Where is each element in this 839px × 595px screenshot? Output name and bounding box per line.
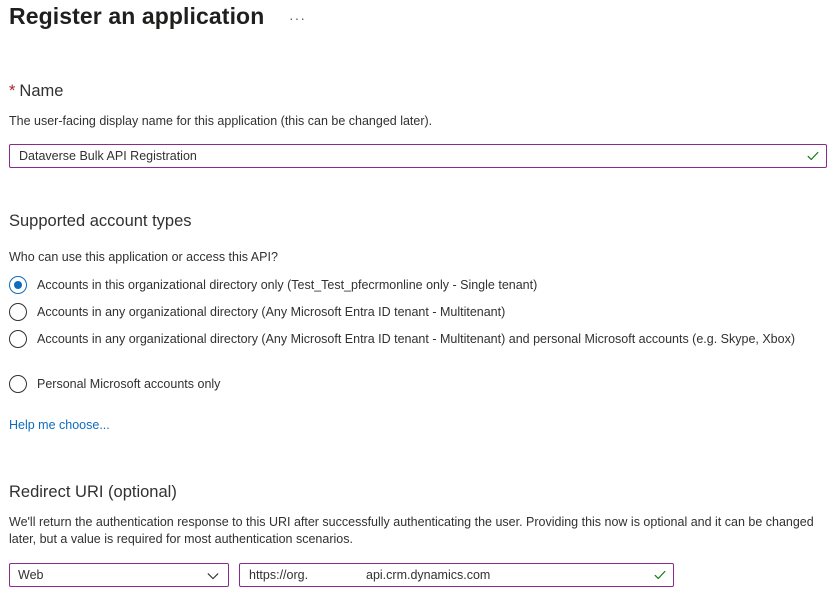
name-description: The user-facing display name for this application (this can be changed later). [9, 114, 433, 128]
account-type-option-multitenant[interactable] [9, 303, 829, 323]
redirect-uri-prefix[interactable]: https://org. [249, 568, 309, 582]
radio-label: Accounts in any organizational directory (Any Microsoft Entra ID tenant - Multitenant) [37, 305, 506, 319]
redirect-uri-input[interactable] [239, 563, 674, 587]
radio-label: Accounts in any organizational directory (Any Microsoft Entra ID tenant - Multitenant) and personal Microsoft accounts (e.g. Skype, Xbox) [37, 332, 795, 346]
chevron-down-icon [206, 569, 220, 583]
checkmark-icon [806, 149, 820, 163]
checkmark-icon [653, 568, 667, 582]
help-me-choose-link[interactable]: Help me choose... [9, 418, 110, 432]
radio-unselected-icon[interactable] [9, 375, 27, 393]
radio-unselected-icon[interactable] [9, 303, 27, 321]
radio-label: Accounts in this organizational directory only (Test_Test_pfecrmonline only - Single tenant) [37, 278, 538, 292]
account-type-option-multitenant-personal[interactable] [9, 330, 829, 366]
radio-selected-icon[interactable] [9, 276, 27, 294]
account-type-option-personal-only[interactable] [9, 375, 829, 395]
account-types-question: Who can use this application or access this API? [9, 250, 278, 264]
radio-unselected-icon[interactable] [9, 330, 27, 348]
name-heading [9, 82, 63, 101]
account-types-heading: Supported account types [9, 212, 192, 230]
redirect-uri-suffix[interactable]: api.crm.dynamics.com [366, 568, 491, 582]
name-heading-label: Name [19, 82, 64, 100]
platform-select-value: Web [18, 568, 44, 582]
page-title: Register an application [9, 3, 265, 29]
redirect-uri-description: We'll return the authentication response to this URI after successfully authenticating the user. Providing this now is optional and it can be changed later, but a value is required for most authentication scenarios. [9, 515, 814, 546]
more-options-button[interactable]: ··· [289, 10, 306, 26]
radio-label: Personal Microsoft accounts only [37, 377, 221, 391]
account-type-option-single-tenant[interactable] [9, 276, 829, 296]
required-mark: * [9, 82, 16, 100]
redirect-uri-heading: Redirect URI (optional) [9, 483, 177, 501]
name-input[interactable] [9, 144, 827, 168]
redacted-region [316, 566, 365, 584]
platform-select[interactable] [9, 563, 229, 587]
name-input-value[interactable]: Dataverse Bulk API Registration [19, 149, 197, 163]
